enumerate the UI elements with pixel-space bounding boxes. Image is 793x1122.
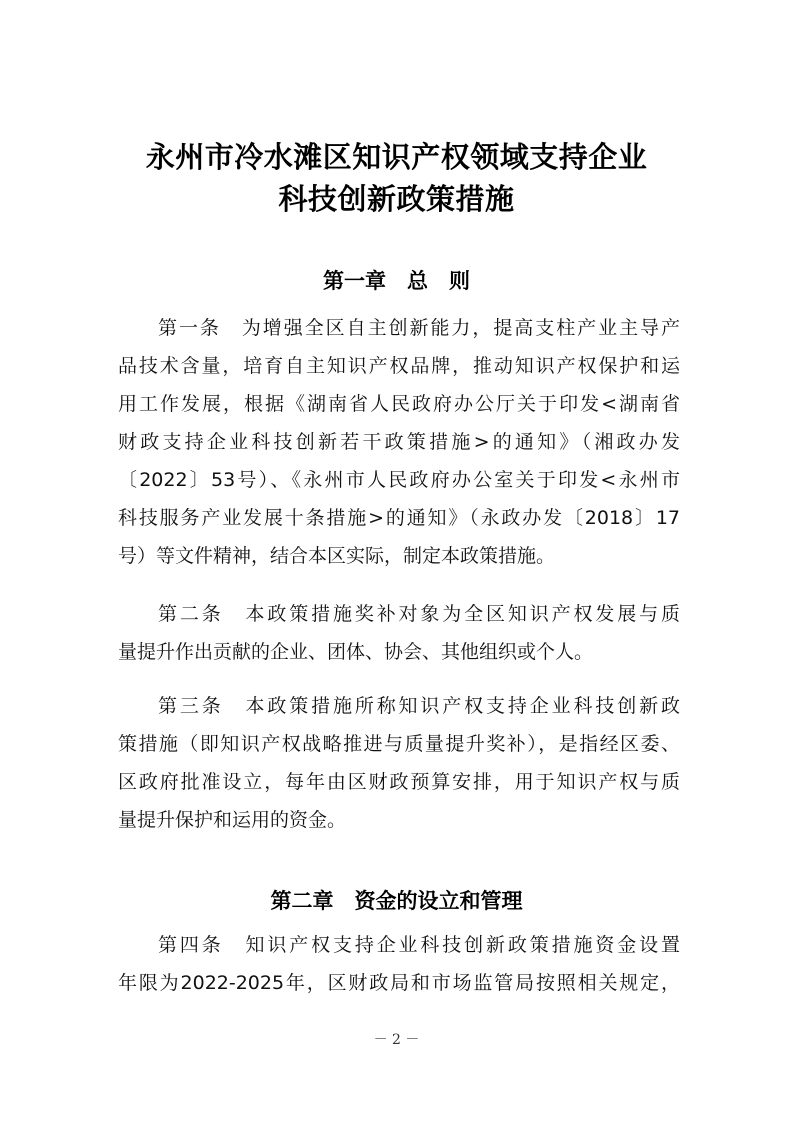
chapter-2-heading: 第二章 资金的设立和管理 xyxy=(270,889,523,913)
paragraph-line: 量提升作出贡献的企业、团体、协会、其他组织或个人。 xyxy=(118,641,594,663)
paragraph-line: 财政支持企业科技创新若干政策措施>的通知》（湘政办发 xyxy=(118,431,680,453)
paragraph-line: 品技术含量，培育自主知识产权品牌，推动知识产权保护和运 xyxy=(118,355,680,377)
paragraph-line: 第四条 知识产权支持企业科技创新政策措施资金设置 xyxy=(158,934,680,956)
paragraph-line: 量提升保护和运用的资金。 xyxy=(118,809,347,831)
paragraph-line: 第三条 本政策措施所称知识产权支持企业科技创新政 xyxy=(158,695,680,717)
paragraph-line: 第一条 为增强全区自主创新能力，提高支柱产业主导产 xyxy=(158,317,680,339)
document-title-line-1: 永州市冷水滩区知识产权领域支持企业 xyxy=(145,140,648,174)
page-number: － 2 － xyxy=(373,1032,420,1048)
paragraph-line: 号）等文件精神，结合本区实际，制定本政策措施。 xyxy=(118,545,556,567)
paragraph-line: 〔2022〕53号）、《永州市人民政府办公室关于印发<永州市 xyxy=(118,469,680,491)
chapter-1-heading: 第一章 总 则 xyxy=(323,269,470,293)
paragraph-line: 策措施（即知识产权战略推进与质量提升奖补），是指经区委、 xyxy=(118,733,680,755)
paragraph-line: 第二条 本政策措施奖补对象为全区知识产权发展与质 xyxy=(158,603,680,625)
paragraph-line: 科技服务产业发展十条措施>的通知》（永政办发〔2018〕17 xyxy=(118,507,680,529)
paragraph-line: 区政府批准设立，每年由区财政预算安排，用于知识产权与质 xyxy=(118,771,680,793)
paragraph-line: 用工作发展，根据《湖南省人民政府办公厅关于印发<湖南省 xyxy=(118,393,680,415)
document-title-line-2: 科技创新政策措施 xyxy=(278,182,515,216)
paragraph-line: 年限为2022-2025年，区财政局和市场监管局按照相关规定， xyxy=(118,972,680,994)
